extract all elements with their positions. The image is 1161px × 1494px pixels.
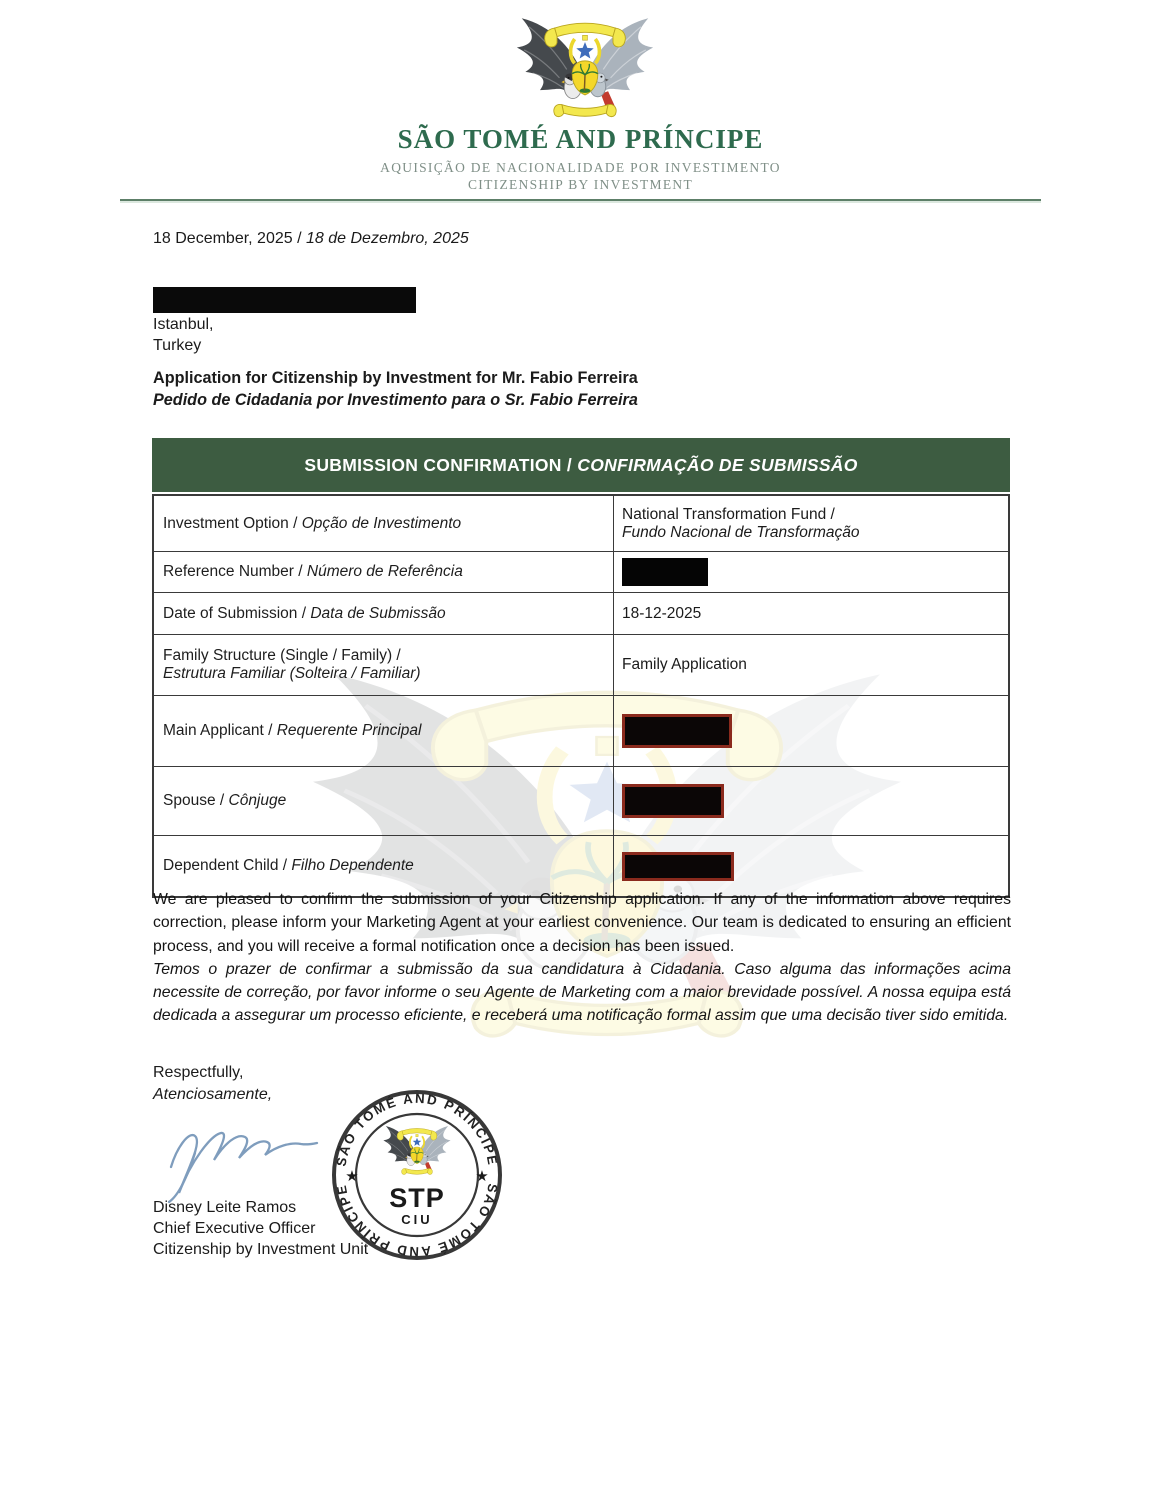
signer-role: Chief Executive Officer: [153, 1220, 316, 1237]
subject-english: Application for Citizenship by Investment for Mr. Fabio Ferreira: [153, 369, 638, 387]
row-label-pt: Opção de Investimento: [301, 514, 462, 532]
row-label-en: Investment Option: [163, 514, 289, 532]
signer-unit: Citizenship by Investment Unit: [153, 1241, 369, 1258]
signature-icon: [155, 1105, 330, 1205]
redaction-bar-reference: [622, 558, 708, 586]
row-value-line1: National Transformation Fund /: [622, 505, 835, 523]
row-label-en: Main Applicant: [163, 722, 264, 739]
row-label-pt: Requerente Principal: [276, 722, 422, 739]
row-value-line2: Fundo Nacional de Transformação: [622, 523, 860, 541]
row-label-pt: Data de Submissão: [310, 604, 446, 622]
table-title-separator: /: [561, 455, 578, 475]
label-separator: /: [293, 563, 307, 580]
row-label-en: Family Structure (Single / Family) /: [163, 647, 401, 664]
row-value: 18-12-2025: [622, 604, 702, 622]
body-text: [153, 888, 1011, 1028]
coat-of-arms-icon: [512, 12, 658, 128]
paragraph-english: We are pleased to confirm the submission of your Citizenship application. If any of the information above requires correction, please inform your Marketing Agent at your earliest convenience. Our team is dedicated to ensuring an efficient process, and you will receive a formal notification once a decision has been issued.: [153, 891, 1011, 955]
star-icon: ★: [475, 1168, 489, 1185]
label-separator: /: [297, 604, 311, 622]
date-portuguese: 18 de Dezembro, 2025: [306, 230, 469, 247]
stamp-code: STP: [389, 1183, 445, 1213]
submission-table: [152, 438, 1010, 898]
subtitle-english: CITIZENSHIP BY INVESTMENT: [468, 177, 693, 192]
stamp-arc-bottom-text: SÃO TOMÉ AND PRÍNCIPE: [333, 1182, 501, 1260]
table-row-date-of-submission: [154, 593, 1008, 635]
table-row-main-applicant: [154, 696, 1008, 767]
table-header: [152, 438, 1010, 492]
row-label-en: Reference Number: [163, 563, 294, 580]
redaction-bar-dependent-child: [622, 852, 734, 881]
signer-block: [153, 1197, 368, 1260]
label-separator: /: [263, 722, 277, 739]
address-city: Istanbul,: [153, 316, 214, 333]
signer-name: Disney Leite Ramos: [153, 1199, 297, 1216]
row-label-pt: Estrutura Familiar (Solteira / Familiar): [163, 665, 421, 682]
star-icon: ★: [345, 1168, 359, 1185]
closing-english: Respectfully,: [153, 1064, 244, 1081]
redaction-bar-main-applicant: [622, 714, 732, 748]
subtitle-portuguese: AQUISIÇÃO DE NACIONALIDADE POR INVESTIMENTO: [380, 160, 781, 175]
address-country: Turkey: [153, 337, 202, 354]
row-label-pt: Número de Referência: [306, 563, 463, 580]
table-row-investment-option: [154, 496, 1008, 552]
row-label-en: Dependent Child: [163, 857, 279, 874]
row-label-en: Date of Submission: [163, 604, 298, 622]
stamp-arc-top-text: SÃO TOMÉ AND PRÍNCIPE: [333, 1090, 501, 1168]
date-separator: /: [292, 230, 306, 247]
redaction-bar-spouse: [622, 784, 724, 818]
table-row-spouse: [154, 767, 1008, 836]
table-row-reference-number: [154, 552, 1008, 593]
subject-portuguese: Pedido de Cidadania por Investimento para o Sr. Fabio Ferreira: [153, 391, 638, 409]
row-label-pt: Cônjuge: [228, 792, 287, 809]
country-title: SÃO TOMÉ AND PRÍNCIPE: [397, 124, 764, 154]
redaction-bar-address: [153, 287, 416, 313]
row-label-pt: Filho Dependente: [291, 857, 414, 874]
row-value: Family Application: [622, 656, 747, 673]
stamp-unit: CIU: [401, 1212, 433, 1227]
date-line: [153, 230, 469, 248]
header-rule: [120, 199, 1041, 201]
label-separator: /: [278, 857, 292, 874]
table-row-dependent-child: [154, 836, 1008, 896]
paragraph-portuguese: Temos o prazer de confirmar a submissão da sua candidatura à Cidadania. Caso alguma das informações acima necessite de correção, por favor informe o seu Agente de Marketing com a maior brevidade possível. A nossa equipa está dedicada a assegurar um processo eficiente, e receberá uma notificação formal assim que uma decisão tiver sido emitida.: [153, 960, 1011, 1025]
closing-portuguese: Atenciosamente,: [153, 1086, 273, 1103]
table-body: [152, 494, 1010, 898]
table-title-portuguese: CONFIRMAÇÃO DE SUBMISSÃO: [577, 455, 858, 475]
table-row-family-structure: [154, 635, 1008, 696]
date-english: 18 December, 2025: [153, 230, 293, 247]
label-separator: /: [215, 792, 229, 809]
table-title-english: SUBMISSION CONFIRMATION: [304, 455, 562, 475]
label-separator: /: [288, 514, 302, 532]
row-label-en: Spouse: [163, 792, 216, 809]
